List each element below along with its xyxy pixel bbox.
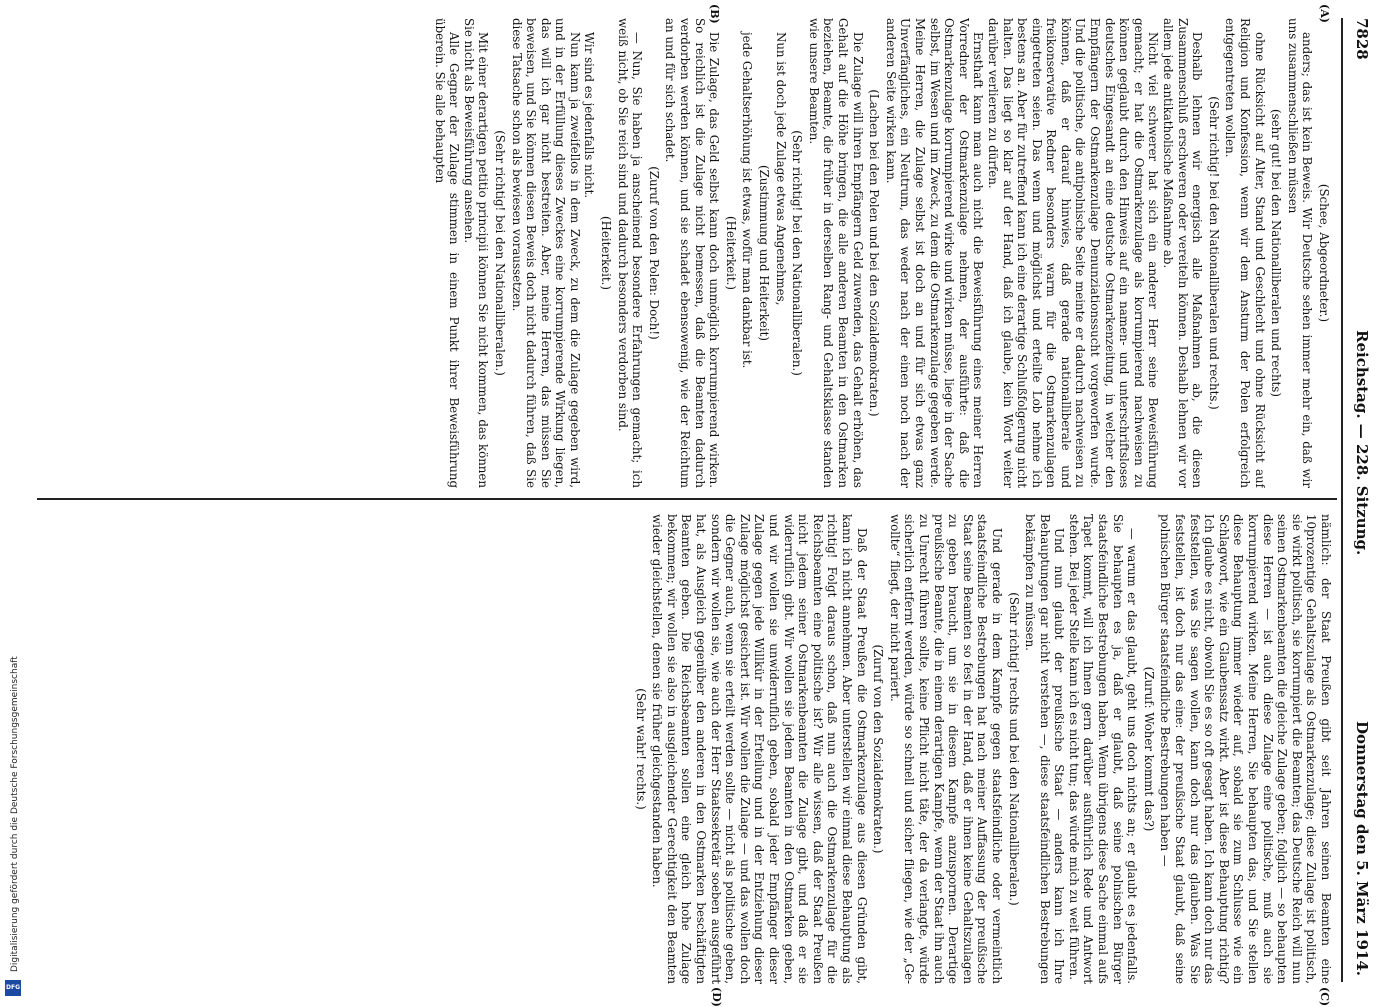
interjection: (Sehr richtig! bei den Nationalliberalen.) bbox=[492, 130, 507, 376]
interjection: (Zuruf: Woher kommt das?) bbox=[1141, 666, 1156, 832]
paragraph: ohne Rücksicht auf Alter, Stand und Geschlecht und ohne Rücksicht auf Religion und Konfession, wenn wir dem Ansturm der Polen erfolgreich entgegentreten wollen. bbox=[1223, 18, 1267, 488]
session-date: Donnerstag den 5. März 1914. bbox=[1353, 720, 1371, 976]
interjection: (sehr gut! bei den Nationalliberalen und rechts) bbox=[1269, 109, 1284, 397]
right-column bbox=[43, 514, 1333, 984]
paragraph: Nicht viel schwerer hat sich ein anderer Herr seine Beweisführung gemacht; er hat die Ostmarkenzulage als korrumpierend nachweisen zu können geglaubt durch den Hinweis auf ein namen- und unterschriftsloses deutsches Eingesandt an eine deutsche Ostmarkenzeitung, in welcher den Empfängern der Ostmarkenzulage Denunziationssucht vorgeworfen wurde. Und die politische, die antipolnische Seite meinte er dadurch nachweisen zu können, daß er darauf hinwies, daß gerade nationalliberale und freikonservative Redner besonders warm für die Ostmarkenzulagen eingetreten seien. Das wenn und möglichst und erteilte Lob nehme ich bestens an. Aber für zutreffend kann ich eine derartige Schlußfolgerung nicht halten. Das liegt so klar auf der Hand, daß ich glaube, kein Wort weiter darüber verlieren zu dürfen. bbox=[985, 18, 1161, 488]
paragraph: Nun ist doch jede Zulage etwas Angenehmes, bbox=[773, 32, 788, 306]
paragraph: Mit einer derartigen petitio principii können Sie nicht kommen, das können Sie nicht als Beweisführung ansehen. bbox=[461, 18, 491, 488]
digitization-sidebar bbox=[2, 604, 24, 998]
header-rule bbox=[1341, 18, 1343, 982]
interjection: (Zuruf von den Polen: Doch!) bbox=[646, 166, 661, 340]
paragraph: Daß der Staat Preußen die Ostmarkenzulage aus diesen Gründen gibt, kann ich nicht annehmen. Aber unterstellen wir einmal diese Behauptung als richtig! Folgt daraus schon, daß nun auch die Ostmarkenzulage für die Reichsbeamten eine politische ist? Wir alle wissen, daß der Staat Preußen nicht jedem seiner Ostmarkenbeamten die Zulage gibt, und daß er sie widerruflich gibt. Wir wollen sie jedem Beamten in den Ostmarken geben, und wir wollen sie unwiderruflich geben, sobald jeder Empfänger dieser Zulage gegen jede Willkür in der Erteilung und in der Entziehung dieser Zulage möglichst gesichert ist. Wir wollen die Zulage — und das wollen doch die Gegner auch, wenn sie erteilt werden sollte — nicht als politische geben, sondern wir wollen sie, wie auch der Herr Staatssekretär soeben ausgeführt hat, als Ausgleich gegenüber den anderen in den Ostmarken beschäftigten Beamten geben. Die Reichsbeamten sollen eine gleich hohe Zulage bekommen; wir wollen sie also in ausgleichender Gerechtigkeit den Beamten wieder gleichstellen, denen sie früher gleichgestanden haben. bbox=[650, 514, 869, 984]
left-column bbox=[43, 18, 1333, 488]
interjection: (Zustimmung und Heiterkeit) bbox=[757, 165, 772, 341]
column-divider bbox=[37, 498, 1337, 500]
margin-mark-d: (D) bbox=[710, 987, 723, 1007]
paragraph: — warum er das glaubt, geht uns doch nichts an; er glaubt es jedenfalls. Sie behaupten es ja, daß er glaubt, daß seine polnischen Bürger staatsfeindliche Bestrebungen haben. Wenn übrigens diese Sache einmal aufs Tapet kommt, will ich Ihnen gern darüber ausführlich Rede und Antwort stehen. Bei jeder Stelle kann ich es nicht tun; das würde mich zu weit führen. bbox=[1066, 514, 1140, 984]
running-title: Reichstag. — 228. Sitzung. bbox=[1353, 330, 1371, 556]
paragraph: jede Gehaltserhöhung ist etwas, wofür man dankbar ist. bbox=[740, 32, 755, 369]
paragraph: anders; das ist kein Beweis. Wir Deutsche sehen immer mehr ein, daß wir uns zusammenschließen müssen bbox=[1285, 18, 1315, 488]
interjection: (Zuruf von den Sozialdemokraten.) bbox=[871, 644, 886, 854]
paragraph: Nun kann ja zweifellos in dem Zweck, zu dem die Zulage gegeben wird, und in der Erfüllung dieses Zweckes eine korrumpierende Wirkung liegen, das will ich gar nicht bestreiten. Aber, meine Herren, das müssen Sie beweisen, und Sie können diesen Beweis doch nicht dadurch führen, daß Sie diese Tatsache schon als bewiesen voraussetzen. bbox=[509, 18, 582, 488]
paragraph: Die Zulage will ihren Empfängern Geld zuwenden, das Gehalt erhöhen, das Gehalt auf die Höhe bringen, die alle anderen Beamten in den Ostmarken beziehen, Beamte, die früher in derselben Rang- und Gehaltsklasse standen wie unsere Beamten. bbox=[806, 18, 865, 488]
paragraph: nämlich: der Staat Preußen gibt seit Jahren seinen Beamten eine 10prozentige Gehaltszulage als Ostmarkenzulage; diese Zulage ist politisch, sie wirkt politisch, sie korrumpiert die Beamten; das Deutsche Reich will nun seinen Ostmarkenbeamten die gleiche Zulage geben; folglich — so behaupten diese Herren — ist auch diese Zulage eine politische, muß auch sie korrumpierend wirken. Meine Herren, Sie behaupten das, und Sie stellen diese Behauptung immer wieder auf, sobald sie zum Schlusse wie ein Schlagwort, wie ein Glaubenssatz wirkt. Aber ist diese Behauptung richtig? Ich glaube es nicht, obwohl Sie es so oft gesagt haben. Ich kann doch nur das feststellen, was Sie sagen wollen, kann doch nur das glauben. Was Sie feststellen, ist doch nur das eine: der preußische Staat glaubt, daß seine polnischen Bürger staatsfeindliche Bestrebungen haben — bbox=[1158, 514, 1333, 984]
page-header bbox=[1343, 18, 1371, 982]
interjection: (Schee, Abgeordneter.) bbox=[1317, 183, 1331, 323]
margin-mark-a: (A) bbox=[1318, 4, 1331, 23]
paragraph: Ernsthaft kann man auch nicht die Beweisführung eines meiner Herren Vorredner der Ostmarkenzulage nehmen, der ausführte: daß die Ostmarkenzulage korrumpierend wirke und wirken müsse, liege in der Sache selbst, im Wesen und im Zweck, zu dem die Ostmarkenzulage gegeben werde. Meine Herren, die Zulage selbst ist doch an und für sich etwas ganz Unverfängliches, ein Neutrum, das weder nach der einen noch nach der anderen Seite wirken kann. bbox=[883, 18, 986, 488]
digitization-credit: Digitalisierung gefördert durch die Deutsche Forschungsgemeinschaft bbox=[10, 656, 20, 972]
interjection: (Heiterkeit.) bbox=[723, 215, 738, 290]
paragraph: Und gerade in dem Kampfe gegen staatsfeindliche oder vermeintlich staatsfeindliche Bestrebungen hat nach meiner Auffassung der preußische Staat seine Beamten so fest in der Hand, daß er ihnen keine Gehaltszulagen zu geben braucht, um sie in diesem Kampfe anzuspornen. Derartige preußische Beamte, die in einem derartigen Kampfe, wenn der Staat ihn auch zu Unrecht führen sollte, keine Pflicht nicht täte, der da verlangte, würde sicherlich entfernt werden, würde so schnell und sicher fliegen, wie der „Ge-wollte“ fliegt, der nicht pariert. bbox=[887, 514, 1004, 984]
interjection: (Heiterkeit.) bbox=[599, 215, 614, 290]
paragraph: — Nun, Sie haben ja anscheinend besondere Erfahrungen gemacht; ich weiß nicht, ob Sie reich sind und dadurch besonders verdorben sind. bbox=[615, 18, 645, 488]
interjection: (Sehr richtig! bei den Nationalliberalen.) bbox=[790, 130, 805, 376]
margin-mark-c: (C) bbox=[1318, 987, 1331, 1007]
paragraph: Alle Gegner der Zulage stimmen in einem Punkt ihrer Beweisführung überein. Sie alle behaupten bbox=[432, 18, 462, 488]
interjection: (Sehr wahr! rechts.) bbox=[633, 688, 648, 810]
paragraph: Die Zulage, das Geld selbst kann doch unmöglich korrumpierend wirken. So reichlich ist die Zulage nicht bemessen, daß die Beamten dadurch verdorben werden können, und sie schadet ebensowenig, wie der Reichtum an und für sich schadet. bbox=[663, 18, 722, 488]
margin-mark-b: (B) bbox=[708, 4, 721, 24]
paragraph: Und nun glaubt der preußische Staat — anders kann ich Ihre Behauptungen gar nicht verstehen —, diese staatsfeindlichen Bestrebungen bekämpfen zu müssen. bbox=[1023, 514, 1067, 984]
interjection: (Sehr richtig! rechts und bei den Nationalliberalen.) bbox=[1006, 592, 1021, 906]
paragraph: Wir sind es jedenfalls nicht. bbox=[582, 32, 597, 199]
interjection: (Lachen bei den Polen und bei den Sozialdemokraten.) bbox=[867, 89, 882, 417]
page-number: 7828 bbox=[1353, 18, 1371, 60]
interjection: (Sehr richtig! bei den Nationalliberalen und rechts.) bbox=[1206, 96, 1221, 410]
dfg-logo: DFG bbox=[5, 980, 21, 996]
paragraph: Deshalb lehnen wir energisch alle Maßnahmen ab, die diesen Zusammenschluß erschweren oder vereiteln können. Deshalb lehnen wir vor allem jede antikatholische Maßnahme ab. bbox=[1161, 18, 1205, 488]
